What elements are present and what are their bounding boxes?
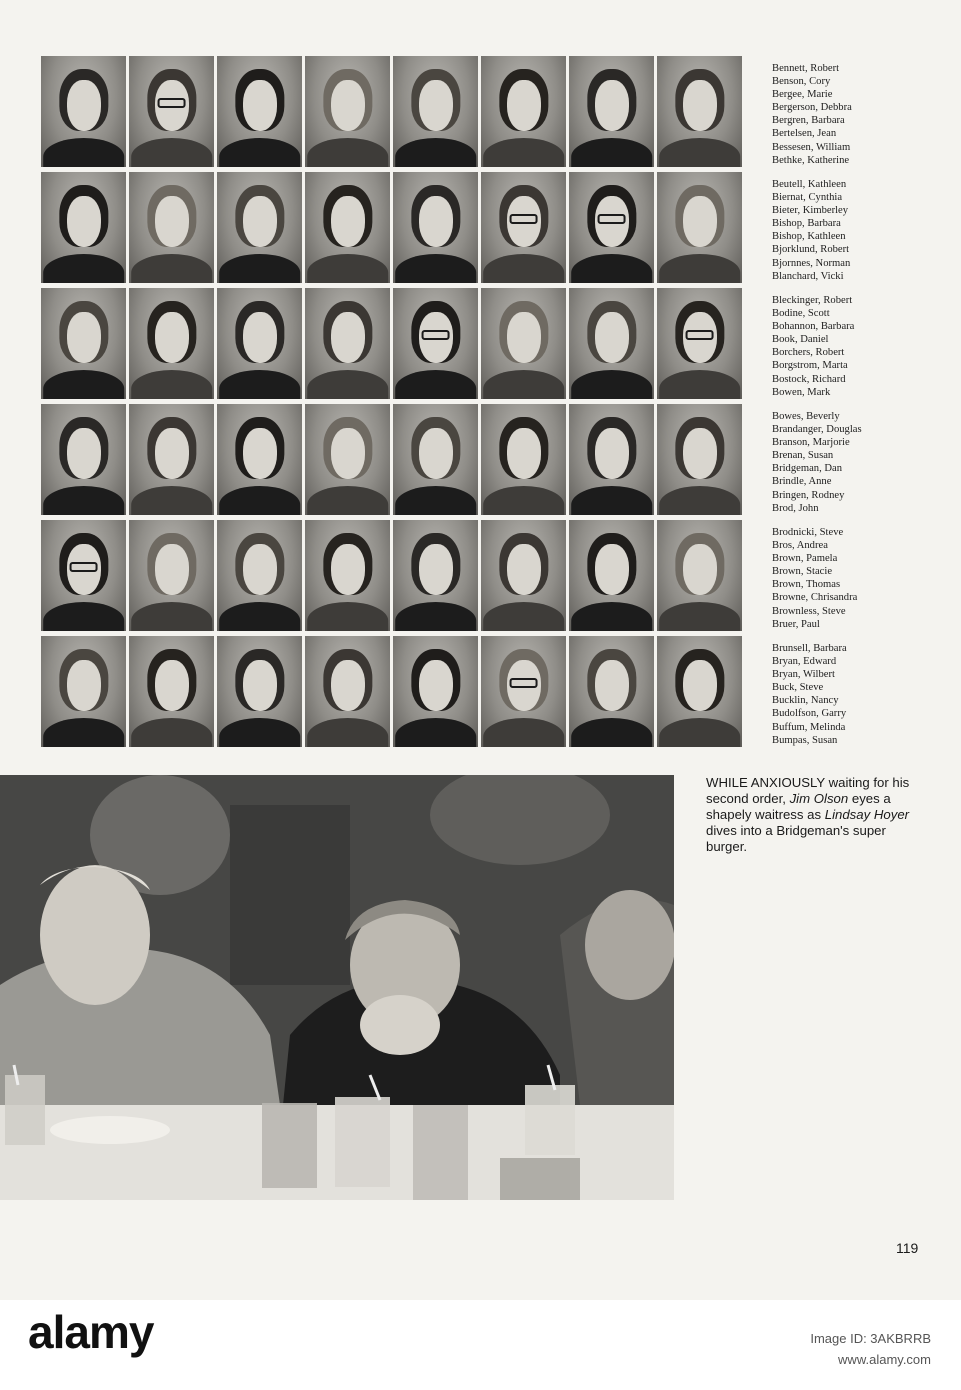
roster-name: Book, Daniel (772, 334, 829, 346)
roster-name: Bjorklund, Robert (772, 244, 850, 256)
roster-name: Bryan, Wilbert (772, 669, 835, 681)
portrait-face (507, 428, 541, 479)
portrait-face (419, 196, 453, 247)
roster-name: Benson, Cory (772, 76, 831, 88)
roster-name: Bergerson, Debbra (772, 102, 852, 114)
student-portrait (305, 172, 390, 283)
portrait-shoulders (659, 370, 741, 399)
portrait-face (683, 428, 717, 479)
roster-name: Bodine, Scott (772, 308, 830, 320)
portrait-glasses (157, 98, 186, 108)
roster-group (772, 294, 952, 410)
roster-name: Bergren, Barbara (772, 115, 845, 127)
student-portrait (41, 636, 126, 747)
portrait-face (507, 80, 541, 131)
watermark-image-id: Image ID: 3AKBRRB (810, 1331, 931, 1346)
portrait-shoulders (395, 138, 477, 167)
student-portrait (393, 520, 478, 631)
student-portrait (217, 56, 302, 167)
caption-lead: WHILE ANXIOUSLY (706, 775, 825, 790)
roster-name: Brown, Thomas (772, 579, 841, 591)
portrait-face (331, 196, 365, 247)
student-portrait (129, 404, 214, 515)
student-portrait (129, 520, 214, 631)
student-portrait (569, 288, 654, 399)
portrait-shoulders (307, 138, 389, 167)
portrait-face (155, 196, 189, 247)
portrait-shoulders (307, 370, 389, 399)
student-portrait (41, 56, 126, 167)
student-portrait (305, 288, 390, 399)
roster-name: Borchers, Robert (772, 347, 845, 359)
roster-group (772, 178, 952, 294)
portrait-shoulders (395, 486, 477, 515)
roster-group (772, 642, 952, 758)
portrait-face (331, 428, 365, 479)
roster-name: Bieter, Kimberley (772, 205, 849, 217)
portrait-face (331, 544, 365, 595)
student-portrait (481, 56, 566, 167)
portrait-face (155, 660, 189, 711)
student-portrait (657, 520, 742, 631)
student-portrait (129, 56, 214, 167)
roster-name: Bros, Andrea (772, 540, 828, 552)
portrait-face (155, 428, 189, 479)
roster-name: Brenan, Susan (772, 450, 834, 462)
student-portrait (657, 172, 742, 283)
caption-part-1: waiting for his second order, (706, 775, 910, 806)
portrait-face (67, 428, 101, 479)
roster-name: Browne, Chrisandra (772, 592, 858, 604)
portrait-shoulders (307, 254, 389, 283)
student-portrait (481, 520, 566, 631)
roster-name: Biernat, Cynthia (772, 192, 843, 204)
student-portrait (393, 56, 478, 167)
student-portrait (129, 288, 214, 399)
portrait-shoulders (571, 138, 653, 167)
portrait-shoulders (571, 718, 653, 747)
page-number: 119 (896, 1240, 919, 1256)
portrait-shoulders (219, 254, 301, 283)
portrait-shoulders (219, 486, 301, 515)
roster-name: Brandanger, Douglas (772, 424, 862, 436)
student-portrait (41, 288, 126, 399)
student-portrait (217, 520, 302, 631)
roster-name: Bowes, Beverly (772, 411, 840, 422)
student-portrait (393, 636, 478, 747)
portrait-shoulders (219, 370, 301, 399)
portrait-face (67, 80, 101, 131)
roster-name: Bergee, Marie (772, 89, 833, 101)
roster-name: Bucklin, Nancy (772, 695, 839, 707)
candid-photo (0, 775, 674, 1200)
watermark-url[interactable]: www.alamy.com (838, 1352, 931, 1367)
portrait-shoulders (483, 370, 565, 399)
roster-name: Brownless, Steve (772, 605, 846, 617)
portrait-shoulders (659, 486, 741, 515)
portrait-face (683, 660, 717, 711)
portrait-shoulders (659, 602, 741, 631)
portrait-face (595, 428, 629, 479)
portrait-shoulders (219, 138, 301, 167)
portrait-shoulders (131, 254, 213, 283)
caption-part-2: eyes a shapely waitress as (706, 791, 891, 822)
portrait-shoulders (307, 486, 389, 515)
portrait-shoulders (571, 602, 653, 631)
portrait-shoulders (43, 254, 125, 283)
caption-part-3: dives into a Bridgeman's super burger. (706, 823, 886, 854)
portrait-face (243, 312, 277, 363)
portrait-shoulders (483, 718, 565, 747)
portrait-shoulders (43, 486, 125, 515)
portrait-glasses (685, 330, 714, 340)
roster-name: Budolfson, Garry (772, 708, 847, 720)
portrait-shoulders (483, 602, 565, 631)
watermark-logo[interactable]: alamy (28, 1306, 154, 1358)
student-portrait (41, 404, 126, 515)
portrait-shoulders (659, 718, 741, 747)
portrait-face (419, 544, 453, 595)
portrait-face (243, 428, 277, 479)
portrait-shoulders (131, 602, 213, 631)
portrait-shoulders (659, 254, 741, 283)
student-portrait (569, 56, 654, 167)
portrait-face (595, 312, 629, 363)
portrait-shoulders (483, 138, 565, 167)
diner-scene-illustration (0, 775, 674, 1200)
portrait-shoulders (43, 602, 125, 631)
portrait-face (683, 80, 717, 131)
student-portrait (217, 172, 302, 283)
portrait-shoulders (395, 254, 477, 283)
portrait-face (67, 312, 101, 363)
roster-name: Brodnicki, Steve (772, 527, 844, 538)
portrait-face (595, 660, 629, 711)
portrait-shoulders (131, 370, 213, 399)
portrait-shoulders (43, 718, 125, 747)
student-portrait (657, 404, 742, 515)
student-portrait (129, 172, 214, 283)
portrait-shoulders (395, 718, 477, 747)
roster-name: Bishop, Kathleen (772, 231, 846, 243)
portrait-face (243, 196, 277, 247)
portrait-shoulders (131, 138, 213, 167)
portrait-grid (41, 56, 746, 748)
student-portrait (305, 56, 390, 167)
portrait-shoulders (571, 254, 653, 283)
portrait-shoulders (395, 602, 477, 631)
student-portrait (129, 636, 214, 747)
portrait-shoulders (483, 486, 565, 515)
roster-name: Beutell, Kathleen (772, 179, 847, 190)
roster-name: Bohannon, Barbara (772, 321, 855, 333)
portrait-face (595, 544, 629, 595)
portrait-face (243, 80, 277, 131)
roster-name: Bleckinger, Robert (772, 295, 853, 306)
portrait-glasses (421, 330, 450, 340)
portrait-face (243, 544, 277, 595)
student-portrait (657, 56, 742, 167)
watermark-meta (810, 1331, 931, 1367)
roster-name: Brindle, Anne (772, 476, 832, 488)
roster-name: Brod, John (772, 502, 819, 514)
roster-name: Branson, Marjorie (772, 437, 850, 449)
portrait-shoulders (659, 138, 741, 167)
student-portrait (217, 404, 302, 515)
portrait-face (331, 312, 365, 363)
portrait-shoulders (307, 602, 389, 631)
portrait-shoulders (571, 370, 653, 399)
student-portrait (481, 404, 566, 515)
portrait-shoulders (219, 718, 301, 747)
portrait-glasses (597, 214, 626, 224)
student-portrait (569, 172, 654, 283)
portrait-shoulders (131, 486, 213, 515)
portrait-glasses (509, 214, 538, 224)
photo-caption (706, 775, 916, 855)
roster-name: Bumpas, Susan (772, 734, 838, 746)
portrait-face (507, 544, 541, 595)
roster-name: Bowen, Mark (772, 386, 831, 398)
student-portrait (481, 288, 566, 399)
portrait-face (507, 312, 541, 363)
portrait-face (419, 660, 453, 711)
roster-name: Blanchard, Vicki (772, 270, 844, 282)
student-portrait (305, 404, 390, 515)
portrait-glasses (509, 678, 538, 688)
portrait-shoulders (395, 370, 477, 399)
portrait-face (419, 80, 453, 131)
portrait-face (331, 660, 365, 711)
roster-name: Bjornnes, Norman (772, 257, 851, 269)
roster-name: Brunsell, Barbara (772, 643, 847, 654)
portrait-glasses (69, 562, 98, 572)
student-portrait (393, 404, 478, 515)
portrait-face (683, 196, 717, 247)
portrait-face (595, 80, 629, 131)
roster-group (772, 62, 952, 178)
roster-name: Bertelsen, Jean (772, 128, 837, 140)
roster-group (772, 526, 952, 642)
portrait-shoulders (483, 254, 565, 283)
portrait-shoulders (43, 370, 125, 399)
student-portrait (657, 288, 742, 399)
caption-name-2: Lindsay Hoyer (824, 807, 910, 822)
roster-name: Buck, Steve (772, 682, 824, 694)
roster-name: Bessesen, William (772, 141, 851, 153)
roster-name: Bringen, Rodney (772, 489, 845, 501)
student-portrait (41, 172, 126, 283)
roster-name: Bethke, Katherine (772, 154, 850, 166)
student-portrait (41, 520, 126, 631)
roster-name: Buffum, Melinda (772, 721, 846, 733)
student-portrait (657, 636, 742, 747)
portrait-face (155, 312, 189, 363)
student-portrait (569, 636, 654, 747)
roster-name: Bennett, Robert (772, 63, 840, 74)
student-portrait (481, 636, 566, 747)
portrait-face (243, 660, 277, 711)
portrait-shoulders (43, 138, 125, 167)
roster-group (772, 410, 952, 526)
portrait-face (331, 80, 365, 131)
portrait-face (683, 544, 717, 595)
portrait-shoulders (571, 486, 653, 515)
student-portrait (217, 636, 302, 747)
roster-name: Bishop, Barbara (772, 218, 841, 230)
student-portrait (569, 520, 654, 631)
student-portrait (481, 172, 566, 283)
student-portrait (217, 288, 302, 399)
portrait-face (155, 544, 189, 595)
roster-name: Bruer, Paul (772, 618, 820, 630)
roster-name: Brown, Pamela (772, 553, 838, 565)
student-portrait (305, 520, 390, 631)
student-portrait (393, 288, 478, 399)
roster-name: Bryan, Edward (772, 656, 837, 668)
portrait-face (67, 196, 101, 247)
roster-name: Brown, Stacie (772, 566, 833, 578)
portrait-shoulders (131, 718, 213, 747)
roster-name: Bridgeman, Dan (772, 463, 843, 475)
caption-name-1: Jim Olson (789, 791, 849, 806)
portrait-face (419, 428, 453, 479)
student-portrait (305, 636, 390, 747)
student-roster (772, 62, 952, 758)
roster-name: Bostock, Richard (772, 373, 846, 385)
portrait-face (67, 660, 101, 711)
student-portrait (569, 404, 654, 515)
portrait-shoulders (219, 602, 301, 631)
student-portrait (393, 172, 478, 283)
roster-name: Borgstrom, Marta (772, 360, 848, 372)
portrait-shoulders (307, 718, 389, 747)
